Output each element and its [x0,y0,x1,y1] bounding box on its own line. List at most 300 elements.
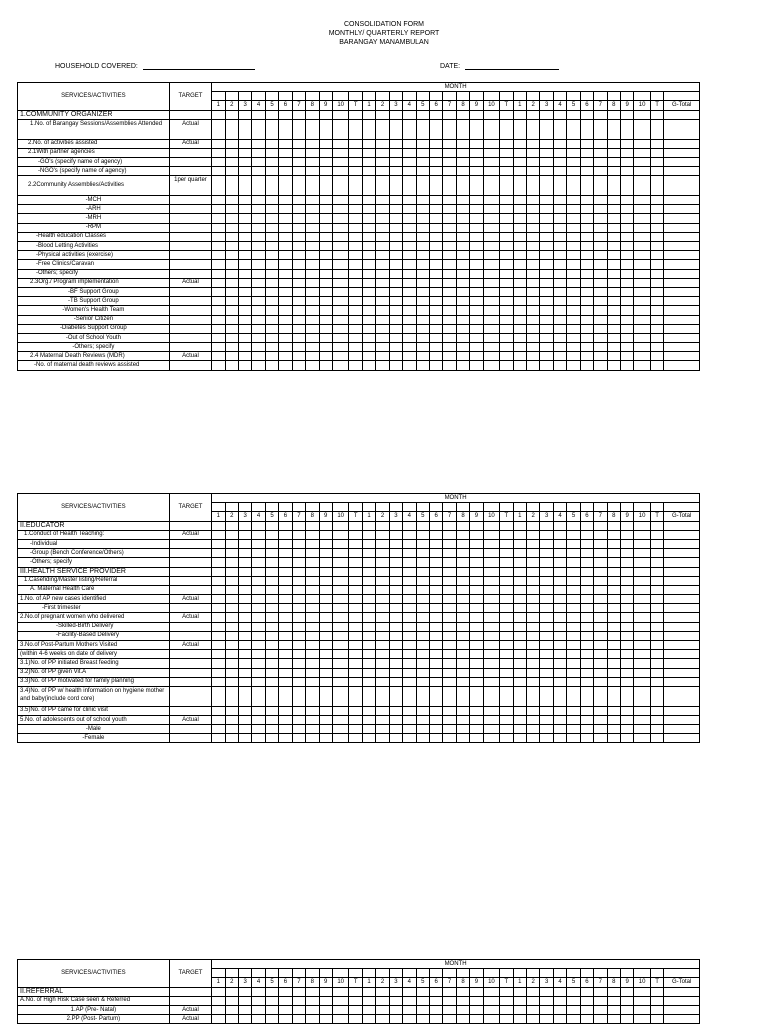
tally-entry-cell[interactable] [607,287,620,296]
tally-entry-cell[interactable] [429,176,442,196]
tally-entry-cell[interactable] [265,595,278,604]
tally-entry-cell[interactable] [527,343,540,352]
tally-entry-cell[interactable] [319,306,332,315]
tally-entry-cell[interactable] [362,324,375,333]
tally-entry-cell[interactable] [513,521,526,530]
tally-entry-cell[interactable] [349,521,362,530]
tally-entry-cell[interactable] [650,641,663,650]
tally-entry-cell[interactable] [456,242,469,251]
tally-entry-cell[interactable] [470,650,483,659]
tally-entry-cell[interactable] [620,269,633,278]
tally-entry-cell[interactable] [349,1015,362,1024]
tally-entry-cell[interactable] [238,530,251,539]
tally-entry-cell[interactable] [416,668,429,677]
tally-entry-cell[interactable] [500,223,513,232]
tally-entry-cell[interactable] [403,176,416,196]
tally-entry-cell[interactable] [389,119,402,139]
tally-entry-cell[interactable] [265,659,278,668]
tally-entry-cell[interactable] [540,242,553,251]
tally-entry-cell[interactable] [416,567,429,576]
tally-entry-cell[interactable] [483,1005,500,1014]
tally-entry-cell[interactable] [349,352,362,361]
tally-entry-cell[interactable] [265,260,278,269]
tally-entry-cell[interactable] [513,278,526,287]
tally-entry-cell[interactable] [362,1005,375,1014]
tally-entry-cell[interactable] [265,604,278,613]
tally-entry-cell[interactable] [403,549,416,558]
tally-entry-cell[interactable] [620,251,633,260]
tally-entry-cell[interactable] [456,324,469,333]
tally-entry-cell[interactable] [500,641,513,650]
tally-entry-cell[interactable] [238,352,251,361]
tally-entry-cell[interactable] [349,996,362,1005]
tally-entry-cell[interactable] [349,278,362,287]
tally-entry-cell[interactable] [429,677,442,686]
tally-entry-cell[interactable] [567,622,580,631]
tally-entry-cell[interactable] [332,567,349,576]
tally-entry-cell[interactable] [389,167,402,176]
tally-entry-cell[interactable] [607,734,620,743]
tally-entry-cell[interactable] [470,996,483,1005]
tally-entry-cell[interactable] [225,604,238,613]
tally-entry-cell[interactable] [553,297,566,306]
tally-entry-cell[interactable] [389,196,402,205]
tally-entry-cell[interactable] [567,996,580,1005]
tally-entry-cell[interactable] [376,686,389,706]
tally-entry-cell[interactable] [513,650,526,659]
tally-entry-cell[interactable] [500,361,513,370]
tally-entry-cell[interactable] [607,530,620,539]
tally-entry-cell[interactable] [212,706,225,715]
tally-entry-cell[interactable] [362,659,375,668]
tally-entry-cell[interactable] [500,167,513,176]
tally-entry-cell[interactable] [332,595,349,604]
tally-entry-cell[interactable] [620,715,633,724]
tally-entry-cell[interactable] [607,315,620,324]
tally-entry-cell[interactable] [650,148,663,157]
tally-entry-cell[interactable] [650,686,663,706]
tally-entry-cell[interactable] [500,650,513,659]
tally-entry-cell[interactable] [540,613,553,622]
tally-entry-cell[interactable] [332,725,349,734]
tally-entry-cell[interactable] [225,734,238,743]
tally-entry-cell[interactable] [306,686,319,706]
tally-entry-cell[interactable] [567,242,580,251]
tally-entry-cell[interactable] [500,306,513,315]
tally-entry-cell[interactable] [225,352,238,361]
tally-entry-cell[interactable] [319,333,332,342]
tally-entry-cell[interactable] [540,521,553,530]
tally-entry-cell[interactable] [292,650,305,659]
tally-entry-cell[interactable] [620,725,633,734]
tally-entry-cell[interactable] [540,567,553,576]
tally-entry-cell[interactable] [238,706,251,715]
tally-entry-cell[interactable] [620,686,633,706]
tally-entry-cell[interactable] [319,242,332,251]
tally-entry-cell[interactable] [527,549,540,558]
tally-entry-cell[interactable] [225,622,238,631]
tally-entry-cell[interactable] [456,232,469,241]
tally-entry-cell[interactable] [607,650,620,659]
tally-entry-cell[interactable] [470,306,483,315]
tally-entry-cell[interactable] [483,361,500,370]
tally-entry-cell[interactable] [607,242,620,251]
tally-entry-cell[interactable] [650,315,663,324]
tally-entry-cell[interactable] [252,361,265,370]
tally-entry-cell[interactable] [620,306,633,315]
tally-entry-cell[interactable] [443,595,456,604]
tally-entry-cell[interactable] [362,287,375,296]
tally-entry-cell[interactable] [332,613,349,622]
tally-entry-cell[interactable] [664,223,700,232]
tally-entry-cell[interactable] [319,1005,332,1014]
tally-entry-cell[interactable] [212,659,225,668]
tally-entry-cell[interactable] [416,167,429,176]
tally-entry-cell[interactable] [279,167,292,176]
tally-entry-cell[interactable] [513,539,526,548]
tally-entry-cell[interactable] [650,205,663,214]
tally-entry-cell[interactable] [553,641,566,650]
tally-entry-cell[interactable] [429,269,442,278]
tally-entry-cell[interactable] [279,242,292,251]
tally-entry-cell[interactable] [332,139,349,148]
tally-entry-cell[interactable] [306,119,319,139]
tally-entry-cell[interactable] [238,715,251,724]
tally-entry-cell[interactable] [456,343,469,352]
tally-entry-cell[interactable] [500,659,513,668]
tally-entry-cell[interactable] [553,567,566,576]
tally-entry-cell[interactable] [212,585,225,594]
tally-entry-cell[interactable] [567,269,580,278]
tally-entry-cell[interactable] [500,251,513,260]
tally-entry-cell[interactable] [279,686,292,706]
tally-entry-cell[interactable] [332,176,349,196]
tally-entry-cell[interactable] [376,604,389,613]
tally-entry-cell[interactable] [389,297,402,306]
tally-entry-cell[interactable] [306,996,319,1005]
tally-entry-cell[interactable] [238,987,251,996]
tally-entry-cell[interactable] [483,631,500,640]
tally-entry-cell[interactable] [389,659,402,668]
tally-entry-cell[interactable] [252,558,265,567]
tally-entry-cell[interactable] [252,1005,265,1014]
tally-entry-cell[interactable] [319,251,332,260]
tally-entry-cell[interactable] [225,260,238,269]
tally-entry-cell[interactable] [513,558,526,567]
tally-entry-cell[interactable] [664,521,700,530]
tally-entry-cell[interactable] [306,734,319,743]
tally-entry-cell[interactable] [664,631,700,640]
tally-entry-cell[interactable] [580,659,593,668]
tally-entry-cell[interactable] [513,315,526,324]
tally-entry-cell[interactable] [376,1005,389,1014]
tally-entry-cell[interactable] [607,686,620,706]
tally-entry-cell[interactable] [634,139,651,148]
tally-entry-cell[interactable] [362,576,375,585]
tally-entry-cell[interactable] [607,613,620,622]
tally-entry-cell[interactable] [416,631,429,640]
tally-entry-cell[interactable] [292,278,305,287]
tally-entry-cell[interactable] [620,668,633,677]
tally-entry-cell[interactable] [362,604,375,613]
tally-entry-cell[interactable] [225,530,238,539]
tally-entry-cell[interactable] [456,668,469,677]
tally-entry-cell[interactable] [279,139,292,148]
tally-entry-cell[interactable] [212,297,225,306]
tally-entry-cell[interactable] [279,352,292,361]
tally-entry-cell[interactable] [540,251,553,260]
tally-entry-cell[interactable] [225,725,238,734]
tally-entry-cell[interactable] [238,668,251,677]
tally-entry-cell[interactable] [443,278,456,287]
tally-entry-cell[interactable] [553,725,566,734]
tally-entry-cell[interactable] [500,734,513,743]
tally-entry-cell[interactable] [319,715,332,724]
tally-entry-cell[interactable] [634,269,651,278]
tally-entry-cell[interactable] [403,585,416,594]
tally-entry-cell[interactable] [650,631,663,640]
tally-entry-cell[interactable] [567,987,580,996]
tally-entry-cell[interactable] [238,549,251,558]
tally-entry-cell[interactable] [607,604,620,613]
tally-entry-cell[interactable] [429,706,442,715]
tally-entry-cell[interactable] [279,157,292,166]
tally-entry-cell[interactable] [664,176,700,196]
tally-entry-cell[interactable] [500,176,513,196]
tally-entry-cell[interactable] [376,725,389,734]
tally-entry-cell[interactable] [389,306,402,315]
tally-entry-cell[interactable] [349,324,362,333]
tally-entry-cell[interactable] [332,333,349,342]
tally-entry-cell[interactable] [389,110,402,119]
tally-entry-cell[interactable] [456,521,469,530]
tally-entry-cell[interactable] [403,567,416,576]
tally-entry-cell[interactable] [500,595,513,604]
tally-entry-cell[interactable] [540,260,553,269]
tally-entry-cell[interactable] [567,361,580,370]
tally-entry-cell[interactable] [594,595,607,604]
tally-entry-cell[interactable] [376,269,389,278]
tally-entry-cell[interactable] [403,659,416,668]
tally-entry-cell[interactable] [349,306,362,315]
tally-entry-cell[interactable] [470,269,483,278]
tally-entry-cell[interactable] [212,677,225,686]
tally-entry-cell[interactable] [594,352,607,361]
tally-entry-cell[interactable] [265,269,278,278]
tally-entry-cell[interactable] [443,686,456,706]
tally-entry-cell[interactable] [634,110,651,119]
tally-entry-cell[interactable] [376,287,389,296]
tally-entry-cell[interactable] [500,214,513,223]
tally-entry-cell[interactable] [362,595,375,604]
tally-entry-cell[interactable] [212,539,225,548]
tally-entry-cell[interactable] [483,604,500,613]
tally-entry-cell[interactable] [483,315,500,324]
tally-entry-cell[interactable] [650,650,663,659]
tally-entry-cell[interactable] [664,260,700,269]
tally-entry-cell[interactable] [349,223,362,232]
tally-entry-cell[interactable] [567,232,580,241]
tally-entry-cell[interactable] [429,530,442,539]
tally-entry-cell[interactable] [238,196,251,205]
tally-entry-cell[interactable] [456,278,469,287]
tally-entry-cell[interactable] [265,549,278,558]
tally-entry-cell[interactable] [500,631,513,640]
tally-entry-cell[interactable] [429,196,442,205]
tally-entry-cell[interactable] [456,585,469,594]
tally-entry-cell[interactable] [553,686,566,706]
tally-entry-cell[interactable] [429,539,442,548]
tally-entry-cell[interactable] [664,232,700,241]
tally-entry-cell[interactable] [319,987,332,996]
tally-entry-cell[interactable] [212,242,225,251]
tally-entry-cell[interactable] [580,157,593,166]
tally-entry-cell[interactable] [252,677,265,686]
tally-entry-cell[interactable] [500,315,513,324]
tally-entry-cell[interactable] [540,668,553,677]
tally-entry-cell[interactable] [483,650,500,659]
tally-entry-cell[interactable] [332,110,349,119]
tally-entry-cell[interactable] [319,287,332,296]
tally-entry-cell[interactable] [664,205,700,214]
tally-entry-cell[interactable] [332,297,349,306]
tally-entry-cell[interactable] [332,119,349,139]
tally-entry-cell[interactable] [225,196,238,205]
tally-entry-cell[interactable] [292,576,305,585]
tally-entry-cell[interactable] [279,650,292,659]
tally-entry-cell[interactable] [594,677,607,686]
tally-entry-cell[interactable] [620,1015,633,1024]
tally-entry-cell[interactable] [238,324,251,333]
tally-entry-cell[interactable] [470,196,483,205]
tally-entry-cell[interactable] [553,613,566,622]
tally-entry-cell[interactable] [650,306,663,315]
tally-entry-cell[interactable] [252,576,265,585]
tally-entry-cell[interactable] [513,987,526,996]
tally-entry-cell[interactable] [483,251,500,260]
tally-entry-cell[interactable] [292,315,305,324]
tally-entry-cell[interactable] [292,558,305,567]
tally-entry-cell[interactable] [443,585,456,594]
tally-entry-cell[interactable] [634,539,651,548]
tally-entry-cell[interactable] [429,139,442,148]
tally-entry-cell[interactable] [292,567,305,576]
tally-entry-cell[interactable] [650,576,663,585]
tally-entry-cell[interactable] [500,352,513,361]
tally-entry-cell[interactable] [332,706,349,715]
tally-entry-cell[interactable] [634,668,651,677]
tally-entry-cell[interactable] [265,631,278,640]
tally-entry-cell[interactable] [225,613,238,622]
tally-entry-cell[interactable] [389,278,402,287]
tally-entry-cell[interactable] [513,604,526,613]
tally-entry-cell[interactable] [634,659,651,668]
tally-entry-cell[interactable] [319,139,332,148]
tally-entry-cell[interactable] [443,232,456,241]
tally-entry-cell[interactable] [456,223,469,232]
tally-entry-cell[interactable] [362,176,375,196]
tally-entry-cell[interactable] [376,558,389,567]
tally-entry-cell[interactable] [567,157,580,166]
tally-entry-cell[interactable] [594,148,607,157]
tally-entry-cell[interactable] [500,558,513,567]
tally-entry-cell[interactable] [580,306,593,315]
tally-entry-cell[interactable] [225,232,238,241]
tally-entry-cell[interactable] [319,567,332,576]
tally-entry-cell[interactable] [594,214,607,223]
tally-entry-cell[interactable] [389,251,402,260]
tally-entry-cell[interactable] [594,567,607,576]
tally-entry-cell[interactable] [500,287,513,296]
tally-entry-cell[interactable] [527,251,540,260]
tally-entry-cell[interactable] [664,595,700,604]
tally-entry-cell[interactable] [580,641,593,650]
tally-entry-cell[interactable] [553,558,566,567]
tally-entry-cell[interactable] [664,157,700,166]
tally-entry-cell[interactable] [470,715,483,724]
tally-entry-cell[interactable] [238,167,251,176]
tally-entry-cell[interactable] [252,214,265,223]
tally-entry-cell[interactable] [664,668,700,677]
tally-entry-cell[interactable] [306,715,319,724]
tally-entry-cell[interactable] [332,306,349,315]
tally-entry-cell[interactable] [553,148,566,157]
tally-entry-cell[interactable] [306,549,319,558]
tally-entry-cell[interactable] [634,521,651,530]
tally-entry-cell[interactable] [540,232,553,241]
tally-entry-cell[interactable] [634,734,651,743]
tally-entry-cell[interactable] [362,214,375,223]
tally-entry-cell[interactable] [634,333,651,342]
tally-entry-cell[interactable] [225,242,238,251]
tally-entry-cell[interactable] [212,223,225,232]
tally-entry-cell[interactable] [238,297,251,306]
tally-entry-cell[interactable] [650,604,663,613]
tally-entry-cell[interactable] [376,706,389,715]
tally-entry-cell[interactable] [527,139,540,148]
tally-entry-cell[interactable] [620,558,633,567]
tally-entry-cell[interactable] [319,668,332,677]
tally-entry-cell[interactable] [238,361,251,370]
tally-entry-cell[interactable] [594,996,607,1005]
tally-entry-cell[interactable] [306,585,319,594]
tally-entry-cell[interactable] [553,196,566,205]
tally-entry-cell[interactable] [470,558,483,567]
tally-entry-cell[interactable] [332,668,349,677]
tally-entry-cell[interactable] [225,361,238,370]
tally-entry-cell[interactable] [553,622,566,631]
tally-entry-cell[interactable] [500,521,513,530]
tally-entry-cell[interactable] [376,297,389,306]
tally-entry-cell[interactable] [580,110,593,119]
tally-entry-cell[interactable] [403,333,416,342]
tally-entry-cell[interactable] [376,306,389,315]
tally-entry-cell[interactable] [319,260,332,269]
tally-entry-cell[interactable] [456,110,469,119]
tally-entry-cell[interactable] [403,668,416,677]
tally-entry-cell[interactable] [238,650,251,659]
tally-entry-cell[interactable] [553,232,566,241]
tally-entry-cell[interactable] [567,110,580,119]
tally-entry-cell[interactable] [252,1015,265,1024]
tally-entry-cell[interactable] [332,223,349,232]
tally-entry-cell[interactable] [456,567,469,576]
tally-entry-cell[interactable] [513,677,526,686]
tally-entry-cell[interactable] [225,987,238,996]
tally-entry-cell[interactable] [389,604,402,613]
tally-entry-cell[interactable] [500,604,513,613]
tally-entry-cell[interactable] [306,110,319,119]
